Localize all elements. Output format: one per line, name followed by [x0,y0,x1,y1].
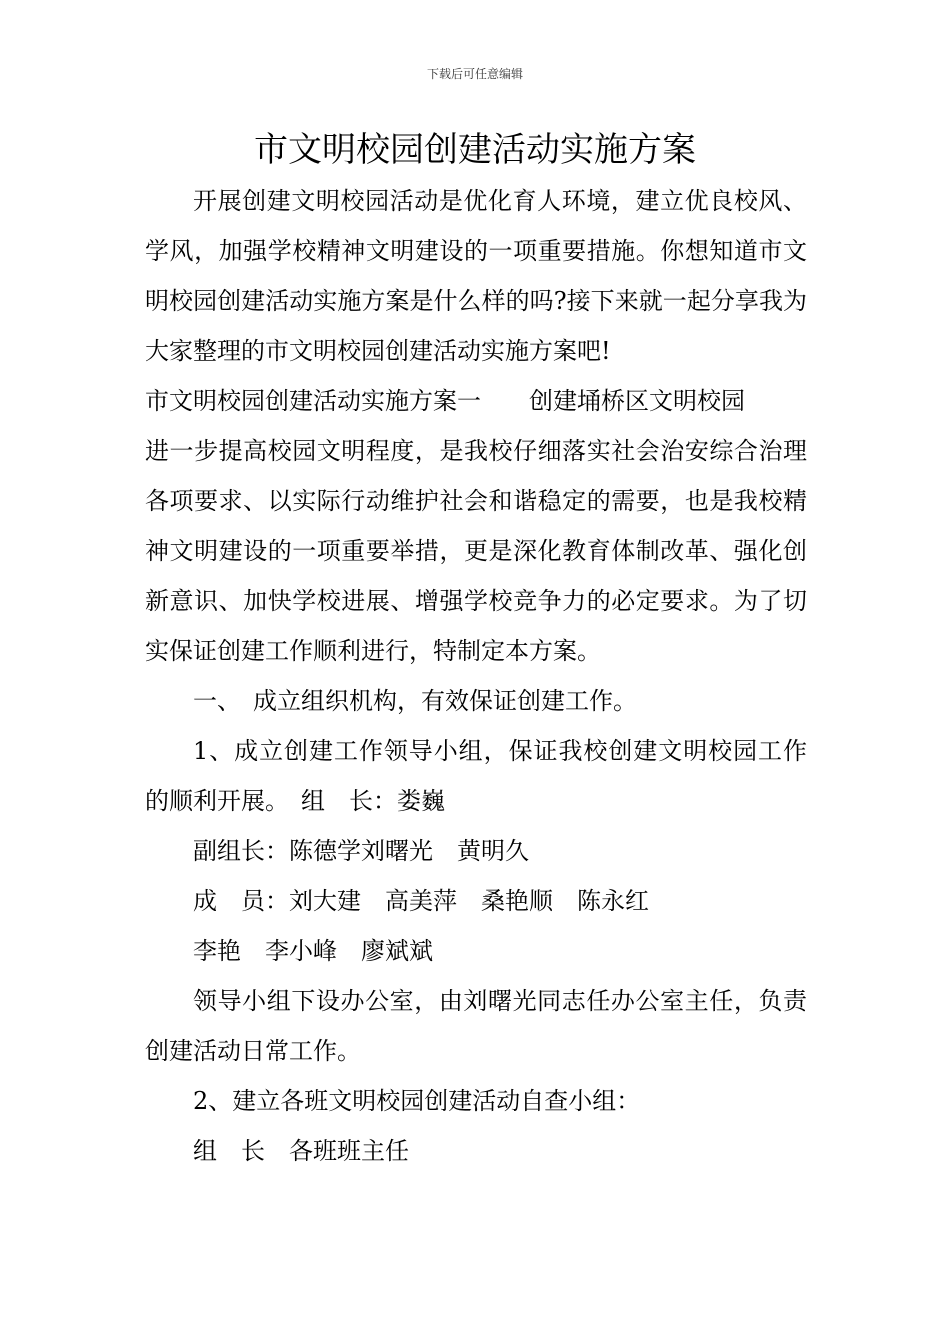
item-one-paragraph: 1、成立创建工作领导小组，保证我校创建文明校园工作的顺利开展。 组 长：娄巍 [145,737,807,815]
members-line-continued: 李艳 李小峰 廖斌斌 [193,937,433,965]
members-line: 成 员：刘大建 高美萍 桑艳顺 陈永红 [193,887,649,915]
header-note: 下载后可任意编辑 [426,67,523,81]
document-body [145,176,807,1176]
document-title: 市文明校园创建活动实施方案 [254,130,696,170]
section-one-heading: 一、 成立组织机构，有效保证创建工作。 [193,687,637,715]
group-leader-line: 组 长 各班班主任 [193,1137,409,1165]
section-heading-line: 市文明校园创建活动实施方案一 创建埇桥区文明校园 [145,387,745,415]
item-two-heading: 2、建立各班文明校园创建活动自查小组： [193,1087,641,1115]
body-paragraph: 进一步提高校园文明程度，是我校仔细落实社会治安综合治理各项要求、以实际行动维护社会和谐稳定的需要，也是我校精神文明建设的一项重要举措，更是深化教育体制改革、强化创新意识、加快学校进展、增强学校竞争力的必定要求。为了切实保证创建工作顺利进行，特制定本方案。 [145,437,807,665]
intro-paragraph: 开展创建文明校园活动是优化育人环境，建立优良校风、学风，加强学校精神文明建设的一项重要措施。你想知道市文明校园创建活动实施方案是什么样的吗?接下来就一起分享我为大家整理的市文明校园创建活动实施方案吧! [145,187,807,365]
vice-leaders-line: 副组长：陈德学刘曙光 黄明久 [193,837,529,865]
office-paragraph: 领导小组下设办公室，由刘曙光同志任办公室主任，负责创建活动日常工作。 [145,987,807,1065]
